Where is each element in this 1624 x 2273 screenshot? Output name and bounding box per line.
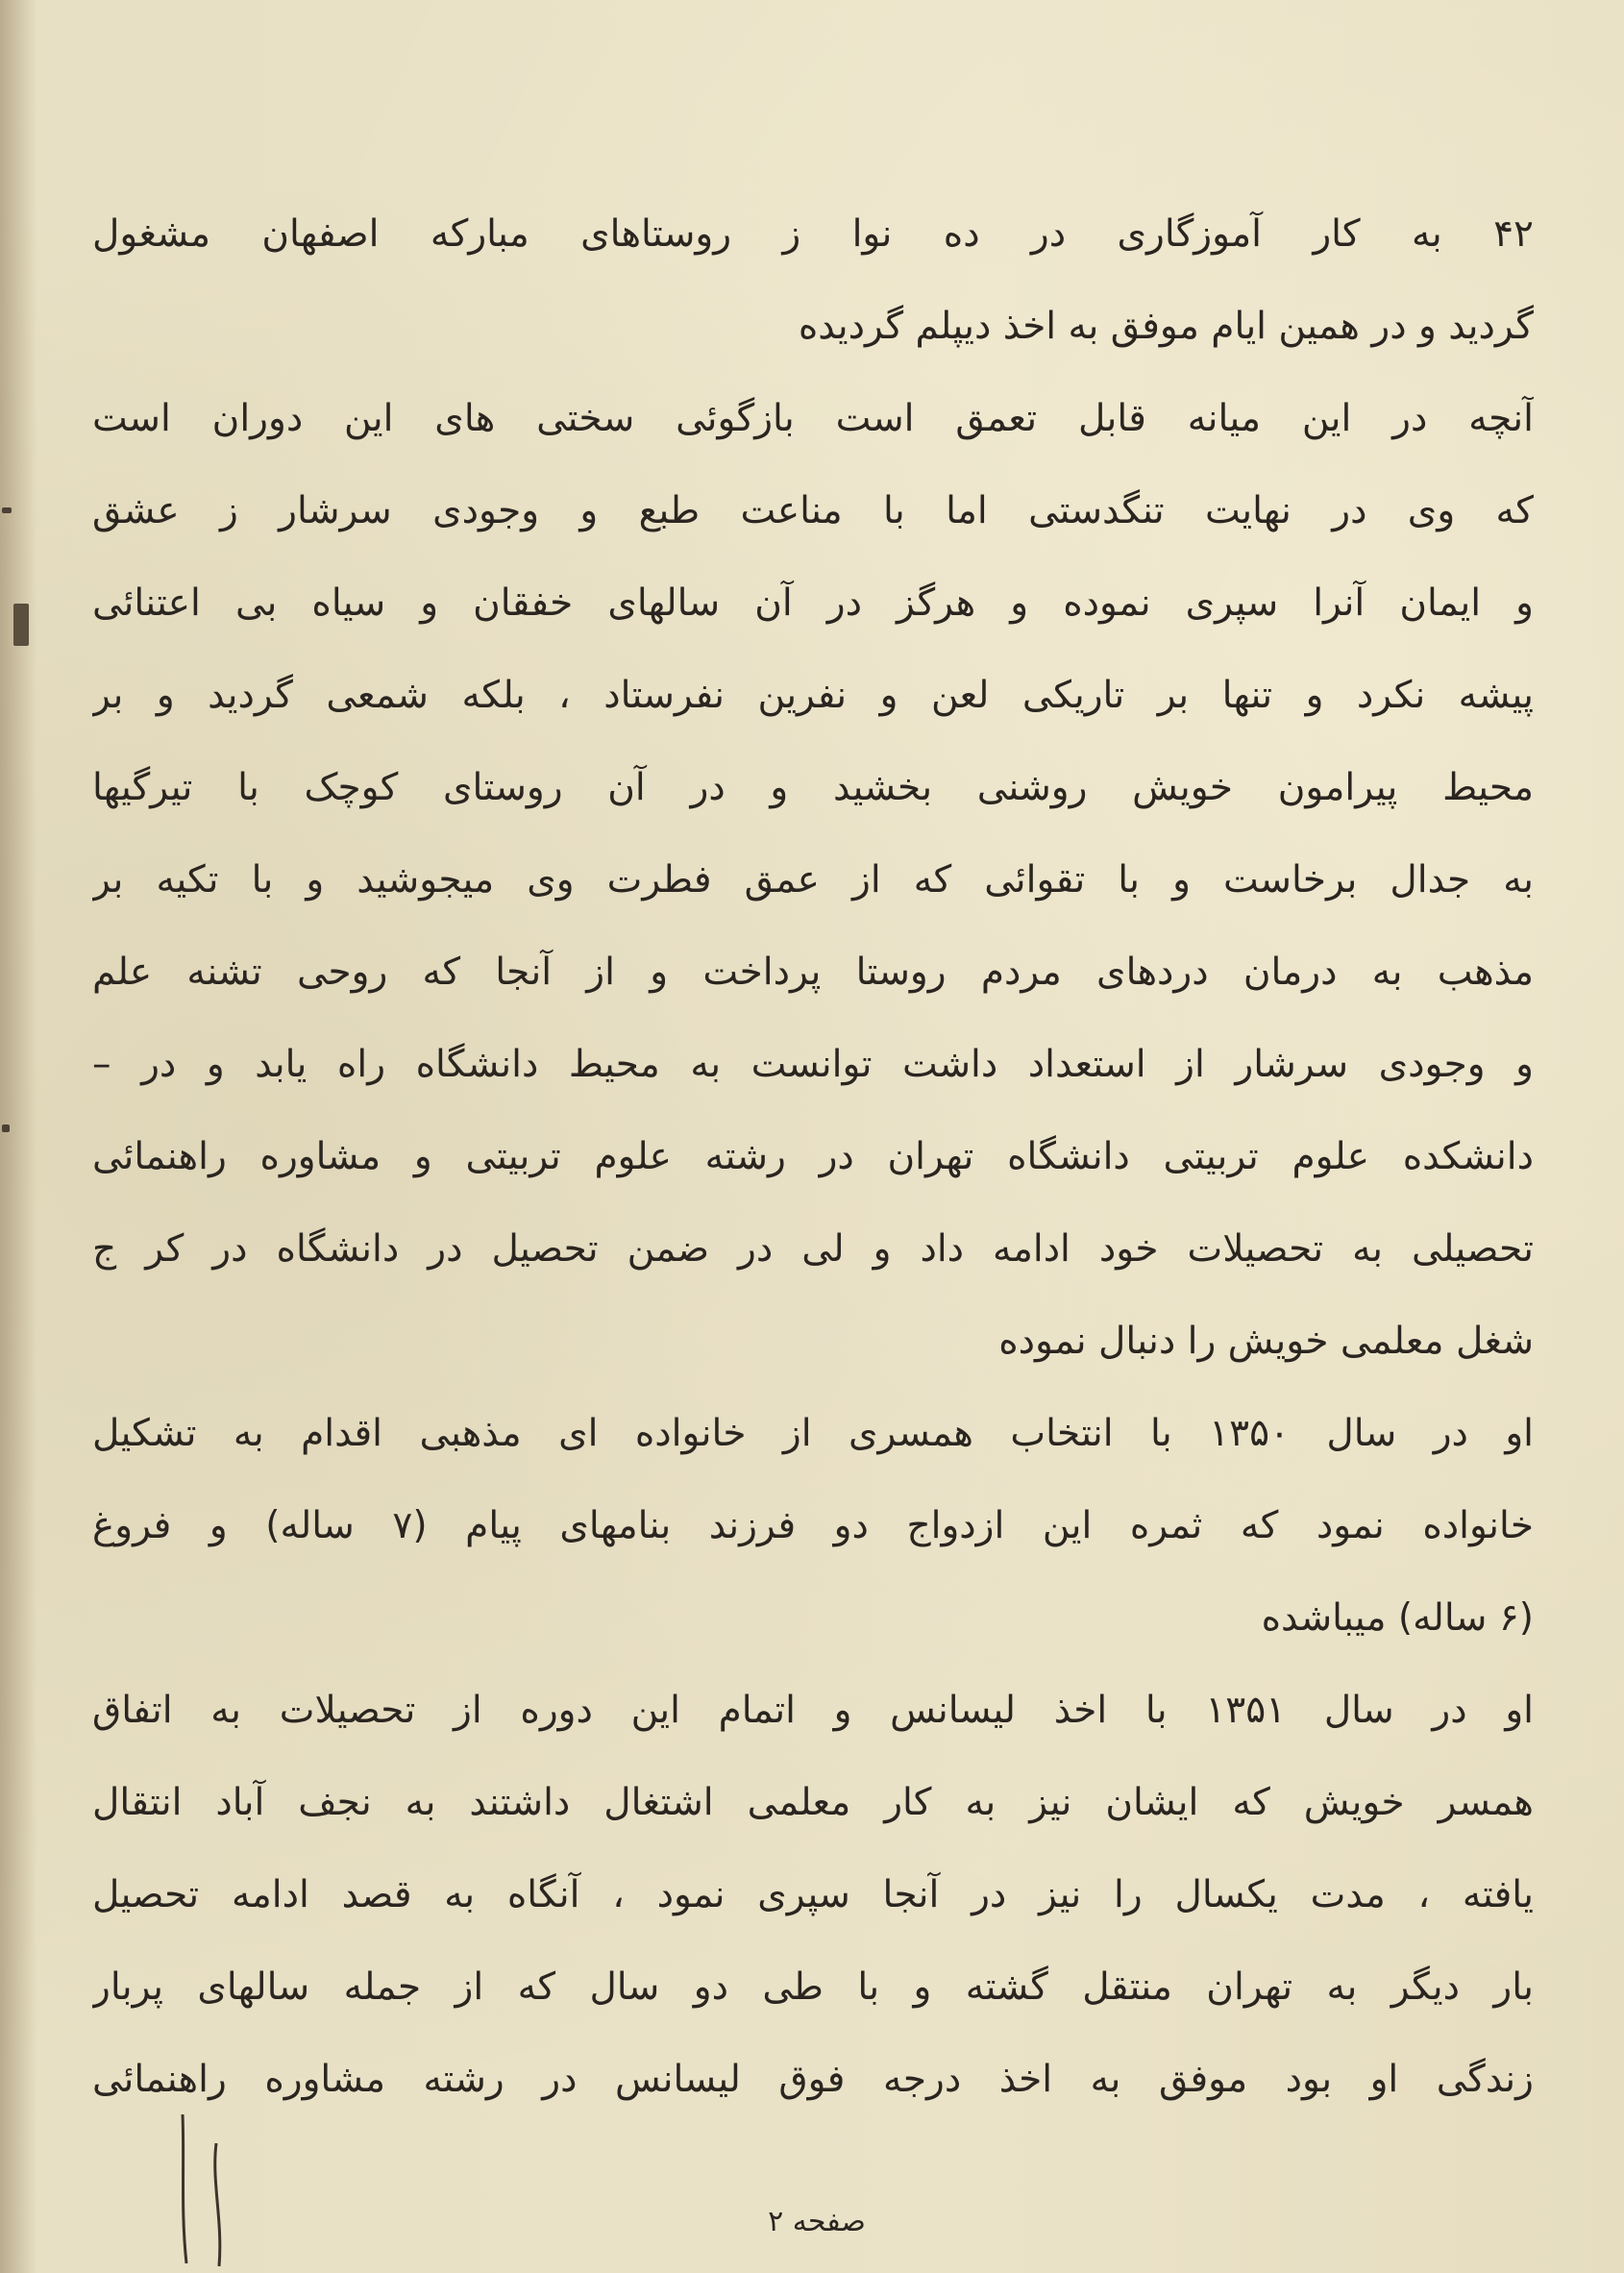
text-line: که وی در نهایت تنگدستی اما با مناعت طبع و وجودی سرشار ز عشق xyxy=(92,489,1534,532)
page-edge-shadow xyxy=(0,0,37,2273)
text-line: او در سال ۱۳۵۰ با انتخاب همسری از خانواده ای مذهبی اقدام به تشکیل xyxy=(92,1412,1534,1455)
page-number: صفحه ۲ xyxy=(768,2205,866,2238)
text-line: شغل معلمی خویش را دنبال نموده xyxy=(998,1320,1534,1363)
body-text xyxy=(92,188,1534,2126)
text-line: گردید و در همین ایام موفق به اخذ دیپلم گردیده xyxy=(798,305,1534,348)
text-line: و ایمان آنرا سپری نموده و هرگز در آن سالهای خفقان و سیاه بی اعتنائی xyxy=(92,581,1534,625)
text-line: محیط پیرامون خویش روشنی بخشید و در آن روستای کوچک با تیرگیها xyxy=(92,766,1534,809)
text-line: مذهب به درمان دردهای مردم روستا پرداخت و از آنجا که روحی تشنه علم xyxy=(92,951,1534,994)
text-line: آنچه در این میانه قابل تعمق است بازگوئی سختی های این دوران است xyxy=(92,397,1534,440)
text-line: بار دیگر به تهران منتقل گشته و با طی دو سال که از جمله سالهای پربار xyxy=(92,1965,1534,2009)
text-line: (۶ ساله) میباشده xyxy=(1261,1596,1534,1640)
text-line: خانواده نمود که ثمره این ازدواج دو فرزند بنامهای پیام (۷ ساله) و فروغ xyxy=(92,1504,1534,1547)
pen-stroke-mark xyxy=(163,2105,240,2268)
text-line: زندگی او بود موفق به اخذ درجه فوق لیسانس در رشته مشاوره راهنمائی xyxy=(92,2058,1534,2101)
text-line: دانشکده علوم تربیتی دانشگاه تهران در رشته علوم تربیتی و مشاوره راهنمائی xyxy=(92,1135,1534,1178)
margin-mark xyxy=(2,1124,10,1132)
text-line: ۴۲ به کار آموزگاری در ده نوا ز روستاهای مبارکه اصفهان مشغول xyxy=(92,212,1534,256)
text-line: به جدال برخاست و با تقوائی که از عمق فطرت وی میجوشید و با تکیه بر xyxy=(92,858,1534,902)
text-line: یافته ، مدت یکسال را نیز در آنجا سپری نمود ، آنگاه به قصد ادامه تحصیل xyxy=(92,1873,1534,1916)
margin-mark xyxy=(13,604,29,646)
text-line: پیشه نکرد و تنها بر تاریکی لعن و نفرین نفرستاد ، بلکه شمعی گردید و بر xyxy=(92,674,1534,717)
margin-mark xyxy=(2,507,12,513)
text-line: و وجودی سرشار از استعداد داشت توانست به محیط دانشگاه راه یابد و در – xyxy=(92,1043,1534,1086)
text-line: او در سال ۱۳۵۱ با اخذ لیسانس و اتمام این دوره از تحصیلات به اتفاق xyxy=(92,1689,1534,1732)
text-line: تحصیلی به تحصیلات خود ادامه داد و لی در ضمن تحصیل در دانشگاه در کر ج xyxy=(92,1227,1534,1271)
text-line: همسر خویش که ایشان نیز به کار معلمی اشتغال داشتند به نجف آباد انتقال xyxy=(92,1781,1534,1824)
